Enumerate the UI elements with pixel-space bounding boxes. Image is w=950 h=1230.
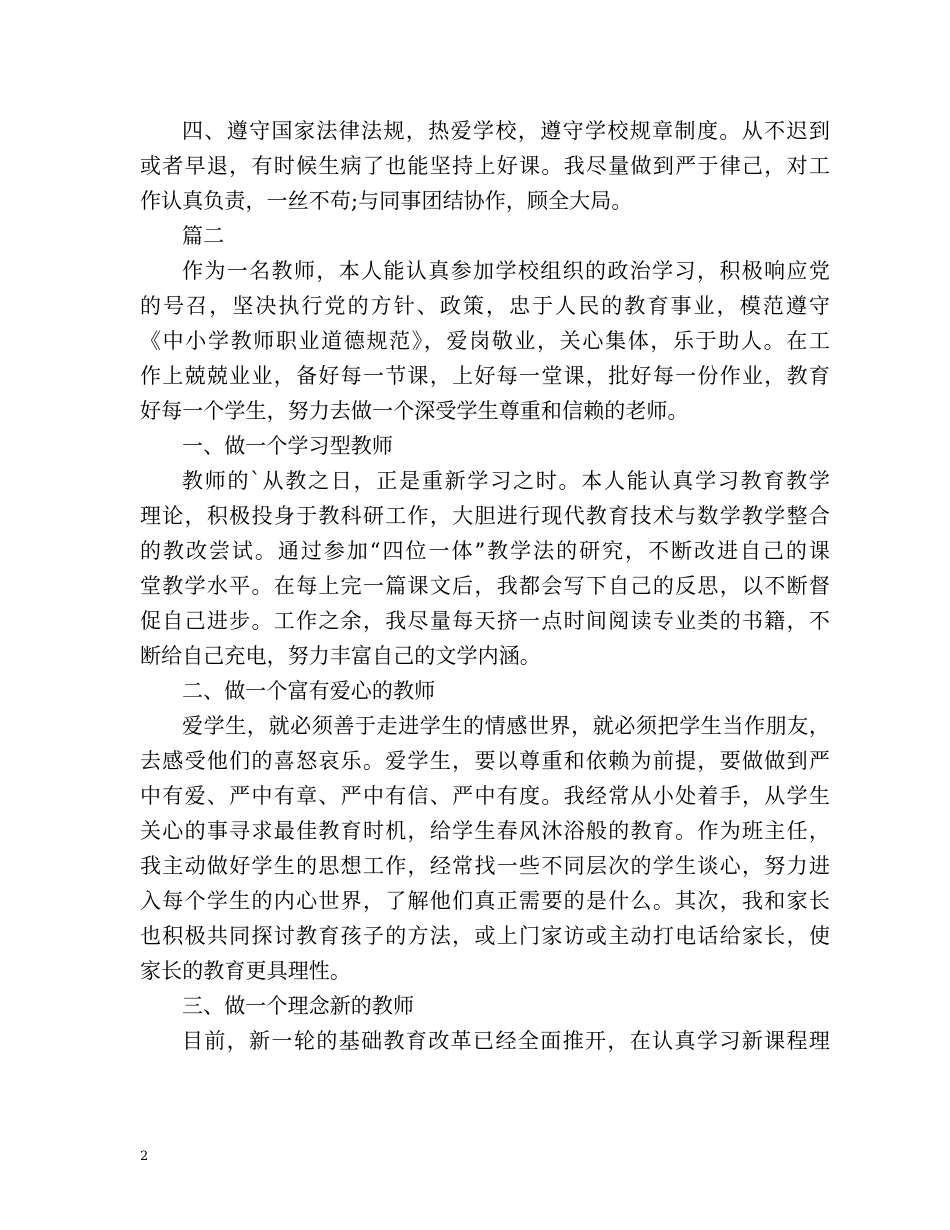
paragraph-line: 作上兢兢业业，备好每一节课，上好每一堂课，批好每一份作业，教育 — [140, 364, 830, 388]
paragraph-line: 《中小学教师职业道德规范》，爱岗敬业，关心集体，乐于助人。在工 — [140, 329, 830, 353]
paragraph-line: 作为一名教师，本人能认真参加学校组织的政治学习，积极响应党 — [182, 259, 830, 283]
paragraph-line: 爱学生，就必须善于走进学生的情感世界，就必须把学生当作朋友， — [182, 714, 830, 738]
paragraph-line: 的号召，坚决执行党的方针、政策，忠于人民的教育事业，模范遵守 — [140, 294, 830, 318]
paragraph-line: 去感受他们的喜怒哀乐。爱学生，要以尊重和依赖为前提，要做做到严 — [140, 749, 830, 773]
paragraph-line: 家长的教育更具理性。 — [140, 959, 351, 983]
paragraph-line: 断给自己充电，努力丰富自己的文学内涵。 — [140, 644, 541, 668]
section-heading: 二、做一个富有爱心的教师 — [182, 679, 436, 703]
paragraph-line: 好每一个学生，努力去做一个深受学生尊重和信赖的老师。 — [140, 399, 689, 423]
section-heading: 一、做一个学习型教师 — [182, 434, 393, 458]
paragraph-line: 理论，积极投身于教科研工作，大胆进行现代教育技术与数学教学整合 — [140, 504, 830, 528]
section-heading: 篇二 — [182, 224, 225, 248]
paragraph-line: 中有爱、严中有章、严中有信、严中有度。我经常从小处着手，从学生 — [140, 784, 830, 808]
paragraph-line: 目前，新一轮的基础教育改革已经全面推开，在认真学习新课程理 — [182, 1029, 830, 1053]
paragraph-line: 教师的`从教之日，正是重新学习之时。本人能认真学习教育教学 — [182, 469, 830, 493]
document-body — [140, 114, 830, 1059]
paragraph-line: 作认真负责，一丝不苟;与同事团结协作，顾全大局。 — [140, 189, 633, 213]
page-number: 2 — [140, 1149, 149, 1164]
paragraph-line: 堂教学水平。在每上完一篇课文后，我都会写下自己的反思，以不断督 — [140, 574, 830, 598]
paragraph-line: 我主动做好学生的思想工作，经常找一些不同层次的学生谈心，努力进 — [140, 854, 830, 878]
paragraph-line: 促自己进步。工作之余，我尽量每天挤一点时间阅读专业类的书籍，不 — [140, 609, 830, 633]
paragraph-line: 的教改尝试。通过参加“四位一体”教学法的研究，不断改进自己的课 — [140, 539, 830, 563]
paragraph-line: 或者早退，有时候生病了也能坚持上好课。我尽量做到严于律己，对工 — [140, 154, 830, 178]
paragraph-line: 四、遵守国家法律法规，热爱学校，遵守学校规章制度。从不迟到 — [182, 119, 830, 143]
paragraph-line: 关心的事寻求最佳教育时机，给学生春风沐浴般的教育。作为班主任， — [140, 819, 830, 843]
section-heading: 三、做一个理念新的教师 — [182, 994, 415, 1018]
paragraph-line: 入每个学生的内心世界，了解他们真正需要的是什么。其次，我和家长 — [140, 889, 830, 913]
paragraph-line: 也积极共同探讨教育孩子的方法，或上门家访或主动打电话给家长，使 — [140, 924, 830, 948]
